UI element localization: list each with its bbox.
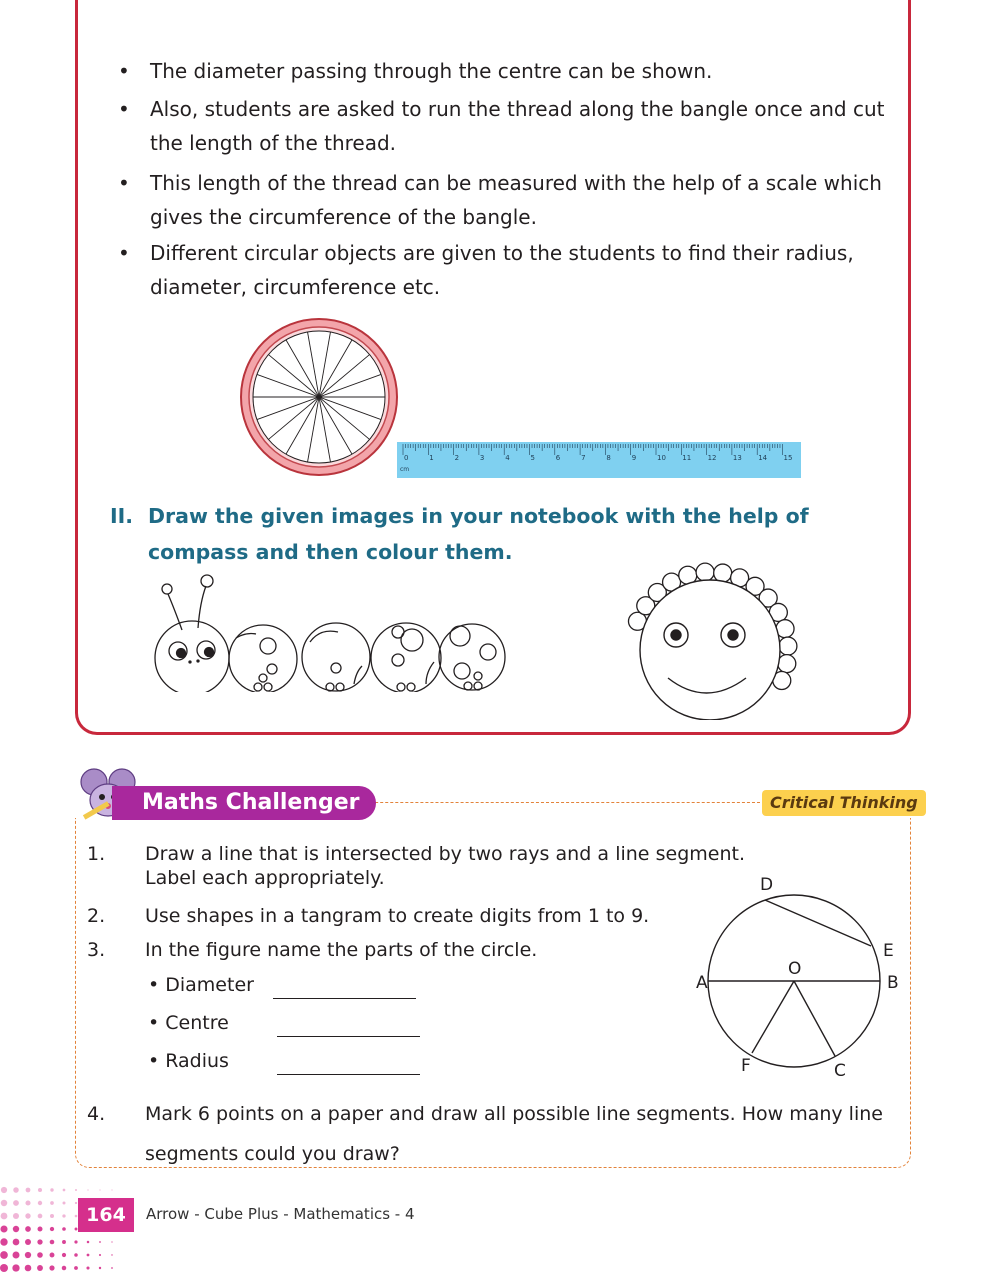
ruler-number: 5: [530, 454, 535, 462]
section-text: Draw the given images in your notebook with the help of compass and then colour them.: [148, 504, 809, 564]
page-number: 164: [78, 1198, 134, 1232]
decor-dot: [25, 1200, 30, 1205]
bullet-item: [118, 166, 908, 234]
ruler-number: 15: [783, 454, 793, 462]
question-text: Mark 6 points on a paper and draw all possible line segments. How many line segments could you draw?: [145, 1103, 883, 1165]
bullet-marker: •: [118, 171, 130, 195]
ruler-number: 1: [429, 454, 434, 462]
decor-dot: [75, 1215, 78, 1218]
decor-dot: [26, 1188, 31, 1193]
question-number: 2.: [87, 905, 106, 927]
decor-dot: [37, 1252, 43, 1258]
decor-dot: [0, 1264, 8, 1272]
hair-curl: [696, 563, 714, 581]
decor-dot: [25, 1239, 31, 1245]
ruler-number: 11: [682, 454, 692, 462]
decor-dot: [38, 1214, 43, 1219]
bullet-marker: •: [118, 59, 130, 83]
label-f: F: [741, 1056, 751, 1076]
decor-dot: [25, 1252, 31, 1258]
ruler-number: 2: [454, 454, 460, 462]
decor-dot: [25, 1265, 32, 1272]
question-2: [87, 904, 707, 928]
ruler-number: 12: [707, 454, 717, 462]
decor-dot: [13, 1226, 19, 1232]
decor-dot: [38, 1201, 42, 1205]
decor-dot: [62, 1227, 66, 1231]
part-centre: • Centre: [148, 1012, 229, 1034]
question-text: Use shapes in a tangram to create digits from 1 to 9.: [145, 905, 650, 927]
ruler-number: 7: [581, 454, 586, 462]
question-number: 3.: [87, 939, 106, 961]
ruler-number: 3: [479, 454, 485, 462]
ruler-number: 8: [606, 454, 611, 462]
label-b: B: [887, 973, 899, 993]
question-text: In the figure name the parts of the circle.: [145, 939, 538, 961]
decor-dot: [62, 1253, 66, 1257]
book-title-footer: Arrow - Cube Plus - Mathematics - 4: [146, 1205, 415, 1223]
bullet-item: [118, 92, 908, 160]
bangle-illustration: [238, 316, 400, 478]
bullet-marker: •: [118, 97, 130, 121]
decor-dot: [50, 1227, 54, 1231]
bullet-text: Different circular objects are given to the students to find their radius, diameter, circumference etc.: [150, 241, 854, 299]
ruler-number: 0: [404, 454, 409, 462]
ruler-number: 4: [505, 454, 510, 462]
caterpillar-drawing: [150, 572, 512, 692]
decor-dot: [63, 1202, 66, 1205]
ruler-unit: cm: [400, 466, 410, 473]
hair-curl: [779, 637, 797, 655]
question-text: Draw a line that is intersected by two rays and a line segment. Label each appropriately.: [145, 843, 745, 889]
decor-dot: [13, 1213, 19, 1219]
decor-dot: [75, 1189, 77, 1191]
decor-dot: [1, 1187, 7, 1193]
decor-dot: [111, 1267, 113, 1269]
decor-dot: [62, 1214, 65, 1217]
ruler-number: 10: [657, 454, 666, 462]
bullet-text: Also, students are asked to run the thread along the bangle once and cut the length of the thread.: [150, 97, 885, 155]
label-d: D: [760, 875, 774, 895]
decor-dot: [62, 1240, 66, 1244]
part-diameter: • Diameter: [148, 974, 254, 996]
decor-dot: [75, 1228, 78, 1231]
answer-blank[interactable]: [277, 1074, 420, 1075]
hair-curl: [778, 655, 796, 673]
decor-dot: [75, 1202, 77, 1204]
decor-dot: [1, 1213, 8, 1220]
label-o: O: [788, 959, 802, 979]
decor-dot: [13, 1239, 20, 1246]
decor-dot: [38, 1227, 43, 1232]
ruler-number: 14: [758, 454, 768, 462]
decor-dot: [74, 1253, 78, 1257]
decor-dot: [0, 1238, 7, 1245]
decor-dot: [50, 1188, 53, 1191]
bullet-item: [118, 236, 908, 304]
decor-dot: [50, 1201, 54, 1205]
decor-dot: [25, 1213, 30, 1218]
question-number: 1.: [87, 843, 106, 865]
answer-blank[interactable]: [277, 1036, 420, 1037]
decor-dot: [50, 1253, 55, 1258]
decor-dot: [37, 1239, 42, 1244]
decor-dot: [25, 1226, 31, 1232]
question-number: 4.: [87, 1103, 106, 1125]
answer-blank[interactable]: [273, 998, 416, 999]
label-a: A: [696, 973, 708, 993]
decor-dot: [111, 1254, 112, 1255]
label-e: E: [883, 941, 894, 961]
decor-dot: [62, 1266, 67, 1271]
decor-dot: [99, 1241, 101, 1243]
decor-dot: [86, 1266, 89, 1269]
decor-dot: [50, 1240, 55, 1245]
decor-dot: [74, 1266, 78, 1270]
critical-thinking-badge: Critical Thinking: [762, 790, 926, 816]
decor-dot: [37, 1265, 43, 1271]
challenger-header-rule: [340, 802, 760, 803]
decor-dot: [99, 1254, 101, 1256]
decor-dot: [1, 1200, 8, 1207]
ruler-number: 13: [732, 454, 742, 462]
decor-dot: [87, 1254, 90, 1257]
section-number: II.: [110, 504, 134, 528]
bullet-text: This length of the thread can be measured with the help of a scale which gives the circumference of the bangle.: [150, 171, 882, 229]
bullet-marker: •: [118, 241, 130, 265]
ruler-number: 9: [631, 454, 637, 462]
decor-dot: [13, 1187, 19, 1193]
ruler-number: 6: [555, 454, 561, 462]
decor-dot: [87, 1189, 88, 1190]
challenger-title: Maths Challenger: [112, 786, 376, 820]
smiley-face-drawing: [618, 550, 810, 720]
decor-dot: [99, 1267, 101, 1269]
decor-dot: [0, 1251, 8, 1259]
ruler: [397, 442, 801, 478]
part-radius: • Radius: [148, 1050, 229, 1072]
bullet-item: [118, 54, 908, 88]
question-3: [87, 938, 707, 962]
decor-dot: [0, 1225, 7, 1232]
decor-dot: [74, 1240, 77, 1243]
decor-dot: [111, 1241, 112, 1242]
label-c: C: [834, 1061, 846, 1081]
decor-dot: [49, 1265, 54, 1270]
decor-dot: [63, 1189, 66, 1192]
decor-dot: [50, 1214, 54, 1218]
decor-dot: [111, 1189, 112, 1190]
decor-dot: [13, 1200, 19, 1206]
question-4: [87, 1094, 897, 1174]
decor-dot: [99, 1189, 100, 1190]
circle-parts-figure: [690, 866, 910, 1086]
decor-dot: [12, 1264, 19, 1271]
decor-dot: [87, 1241, 90, 1244]
decor-dot: [38, 1188, 42, 1192]
decor-dot: [13, 1252, 20, 1259]
hair-curl: [714, 564, 732, 582]
bullet-text: The diameter passing through the centre can be shown.: [150, 59, 713, 83]
